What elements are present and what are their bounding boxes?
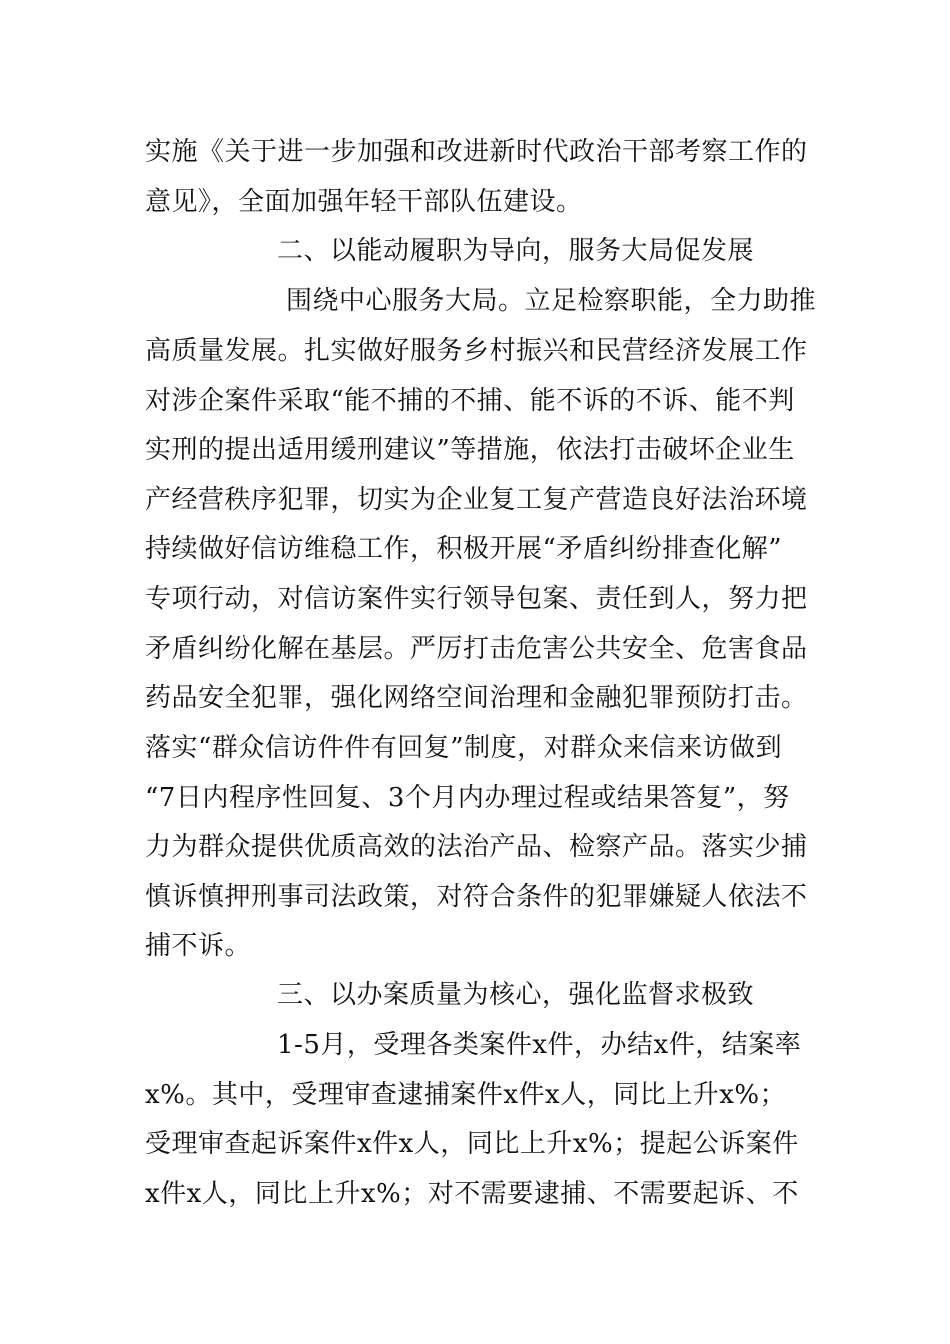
text-line: 受理审查起诉案件x件x人，同比上升x%；提起公诉案件	[145, 1129, 799, 1159]
text-line: 对涉企案件采取“能不捕的不捕、能不诉的不诉、能不判	[145, 386, 795, 416]
text-line: 意见》，全面加强年轻干部队伍建设。	[145, 187, 583, 217]
text-line: “7日内程序性回复、3个月内办理过程或结果答复”，努	[145, 783, 790, 813]
text-line: 慎诉慎押刑事司法政策，对符合条件的犯罪嫌疑人依法不	[145, 882, 808, 912]
text-line: 捕不诉。	[145, 931, 252, 961]
text-line: 矛盾纠纷化解在基层。严厉打击危害公共安全、危害食品	[145, 634, 808, 664]
text-line: 药品安全犯罪，强化网络空间治理和金融犯罪预防打击。	[145, 683, 808, 713]
text-line: 实施《关于进一步加强和改进新时代政治干部考察工作的	[145, 137, 808, 167]
text-line: 持续做好信访维稳工作，积极开展“矛盾纠纷排查化解”	[145, 534, 783, 564]
text-line: x%。其中，受理审查逮捕案件x件x人，同比上升x%；	[145, 1080, 787, 1110]
paragraph-first-line: 1-5月，受理各类案件x件，办结x件，结案率	[277, 1030, 802, 1060]
text-line: 专项行动，对信访案件实行领导包案、责任到人，努力把	[145, 584, 808, 614]
text-line: 高质量发展。扎实做好服务乡村振兴和民营经济发展工作	[145, 336, 808, 366]
text-line: 实刑的提出适用缓刑建议”等措施，依法打击破坏企业生	[145, 435, 795, 465]
text-line: 落实“群众信访件件有回复”制度，对群众来信来访做到	[145, 733, 783, 763]
text-line: 产经营秩序犯罪，切实为企业复工复产营造良好法治环境	[145, 485, 808, 515]
text-line: 力为群众提供优质高效的法治产品、检察产品。落实少捕	[145, 832, 808, 862]
text-line: x件x人，同比上升x%；对不需要逮捕、不需要起诉、不	[145, 1179, 799, 1209]
paragraph-first-line: 围绕中心服务大局。立足检察职能，全力助推	[286, 286, 817, 316]
section-heading-2: 二、以能动履职为导向，服务大局促发展	[277, 236, 755, 266]
section-heading-3: 三、以办案质量为核心，强化监督求极致	[277, 980, 755, 1010]
